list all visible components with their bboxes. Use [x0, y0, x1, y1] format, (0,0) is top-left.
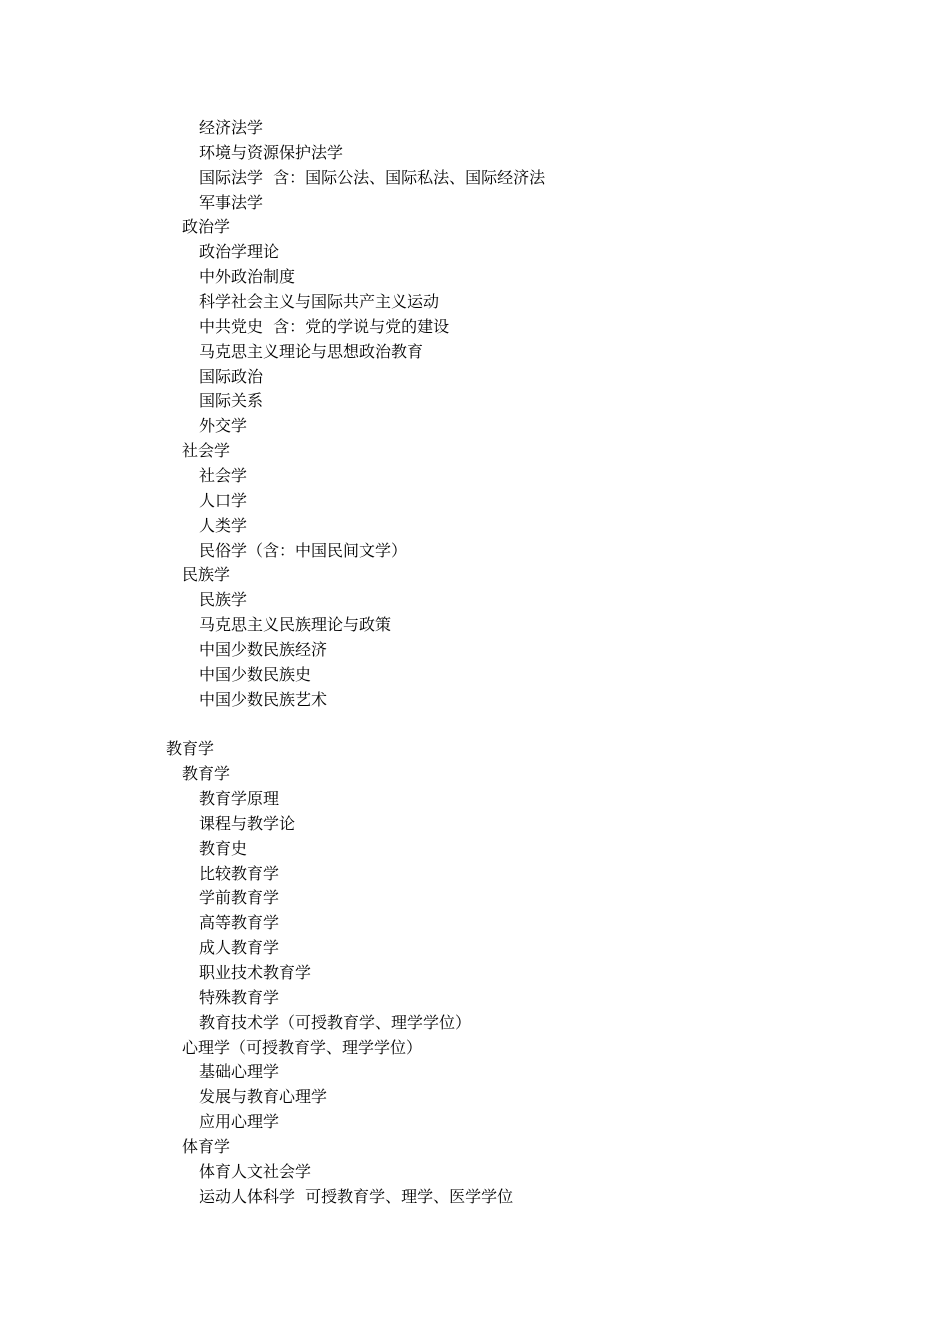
subject-heading: 体育学 [182, 1136, 231, 1156]
subject-item: 基础心理学 [199, 1062, 280, 1082]
subject-item: 课程与教学论 [199, 813, 296, 833]
subject-item: 人类学 [199, 515, 248, 535]
subject-item: 特殊教育学 [199, 987, 280, 1007]
subject-item: 教育学原理 [199, 789, 280, 808]
subject-item: 国际政治 [199, 366, 264, 386]
subject-heading: 教育学 [182, 764, 231, 784]
subject-item: 科学社会主义与国际共产主义运动 [199, 292, 440, 311]
subject-item: 国际法学 含：国际公法、国际私法、国际经济法 [199, 167, 546, 187]
subject-item: 外交学 [199, 416, 248, 436]
subject-item: 中共党史 含：党的学说与党的建设 [199, 316, 450, 336]
subject-item: 比较教育学 [199, 863, 280, 883]
discipline-heading: 教育学 [166, 739, 215, 759]
subject-item: 高等教育学 [199, 913, 280, 933]
subject-item: 马克思主义民族理论与政策 [199, 615, 392, 634]
subject-item: 教育技术学（可授教育学、理学学位） [199, 1012, 472, 1032]
subject-item: 中国少数民族史 [199, 664, 312, 684]
subject-item: 国际关系 [199, 391, 264, 411]
subject-item: 发展与教育心理学 [199, 1087, 328, 1107]
subject-item: 民俗学（含：中国民间文学） [199, 540, 408, 560]
subject-item: 学前教育学 [199, 888, 280, 908]
subject-item: 应用心理学 [199, 1112, 280, 1131]
subject-item: 教育史 [199, 838, 248, 858]
subject-item: 运动人体科学 可授教育学、理学、医学学位 [199, 1186, 514, 1206]
subject-item: 民族学 [199, 590, 248, 610]
subject-item: 马克思主义理论与思想政治教育 [199, 341, 424, 361]
subject-item: 政治学理论 [199, 242, 280, 262]
subject-item: 中国少数民族艺术 [199, 689, 328, 709]
subject-item: 人口学 [199, 490, 248, 510]
subject-heading: 民族学 [182, 565, 231, 585]
subject-item: 环境与资源保护法学 [199, 142, 344, 162]
subject-item: 中国少数民族经济 [199, 639, 328, 659]
subject-heading: 社会学 [182, 441, 231, 461]
subject-item: 经济法学 [199, 118, 264, 137]
subject-item: 中外政治制度 [199, 267, 296, 287]
subject-heading: 心理学（可授教育学、理学学位） [182, 1037, 423, 1057]
subject-item: 成人教育学 [199, 938, 280, 958]
subject-item: 体育人文社会学 [199, 1161, 312, 1181]
subject-heading: 政治学 [182, 217, 231, 237]
subject-item: 社会学 [199, 465, 248, 485]
subject-item: 军事法学 [199, 192, 264, 212]
subject-item: 职业技术教育学 [199, 962, 312, 982]
